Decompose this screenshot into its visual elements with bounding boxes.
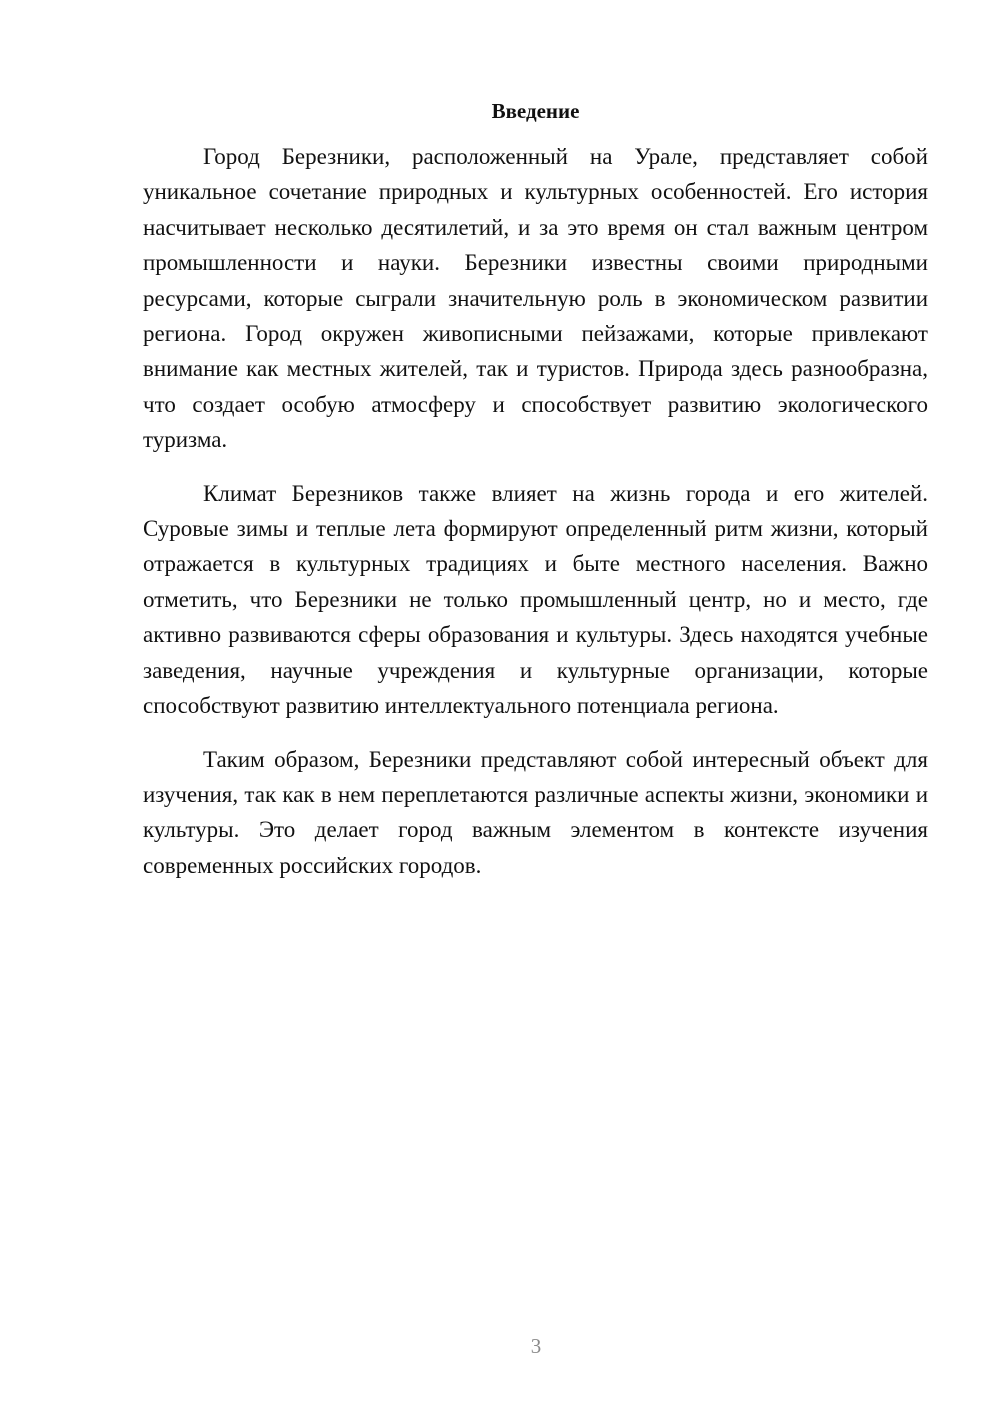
- page-number: 3: [530, 1334, 542, 1358]
- page-content: [143, 96, 928, 883]
- paragraph-3: Таким образом, Березники представляют собой интересный объект для изучения, так как в нем переплетаются различные аспекты жизни, экономики и культуры. Это делает город важным элементом в контексте изучения современных российских городов.: [143, 746, 928, 878]
- page-title: Введение: [491, 99, 580, 123]
- paragraph-1: Город Березники, расположенный на Урале, представляет собой уникальное сочетание природных и культурных особенностей. Его история насчитывает несколько десятилетий, и за это время он стал важным центром промышленности и науки. Березники известны своими природными ресурсами, которые сыграли значительную роль в экономическом развитии региона. Город окружен живописными пейзажами, которые привлекают внимание как местных жителей, так и туристов. Природа здесь разнообразна, что создает особую атмосферу и способствует развитию экологического туризма.: [143, 144, 928, 453]
- paragraph-2: Климат Березников также влияет на жизнь города и его жителей. Суровые зимы и теплые лета формируют определенный ритм жизни, который отражается в культурных традициях и быте местного населения. Важно отметить, что Березники не только промышленный центр, но и место, где активно развиваются сферы образования и культуры. Здесь находятся учебные заведения, научные учреждения и культурные организации, которые способствуют развитию интеллектуального потенциала региона.: [143, 480, 928, 719]
